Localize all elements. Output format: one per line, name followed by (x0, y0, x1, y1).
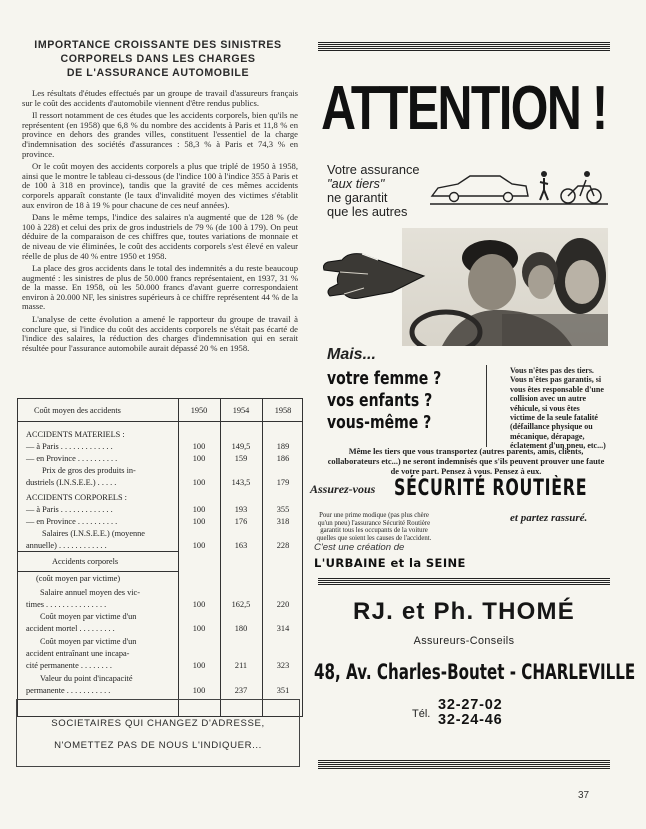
car-pedestrian-cyclist-illustration (430, 168, 610, 208)
table-cell-value: 100 (192, 661, 206, 670)
ad-intro-line: ne garantit (327, 190, 388, 205)
family-in-car-icon (402, 228, 608, 346)
partez-rassure-text: et partez rassuré. (510, 512, 588, 524)
table-cell-value: 180 (234, 624, 248, 633)
article-title (20, 38, 296, 80)
table-cell-value: 237 (234, 686, 248, 695)
not-covered-note: Vous n'êtes pas des tiers. Vous n'êtes pas garantis, si vous êtes responsable d'une collision avec un autre véhicule, si vous êtes victime de la seule fatalité (défaillance physique ou mécanique, dérapage, éclatement d'un pneu, etc...) (510, 366, 606, 451)
table-header-year: 1958 (274, 406, 292, 415)
article-paragraph: Les résultats d'études effectués par un groupe de travail d'assureurs français sur le coût des accidents d'automobile viennent d'être rendus publics. (22, 88, 298, 108)
question-femme: votre femme ? (327, 368, 442, 389)
table-row-label: times . . . . . . . . . . . . . . . (26, 600, 107, 609)
table-header-label: Coût moyen des accidents (34, 406, 121, 415)
table-cell-value: 211 (234, 661, 248, 670)
top-hatched-bar (318, 42, 610, 51)
table-section-divider (18, 571, 178, 572)
table-cell-value: 143,5 (231, 478, 251, 487)
table-row-label: Coût moyen par victime d'un (40, 612, 137, 621)
table-section-divider (18, 551, 178, 552)
car-icon (432, 176, 528, 202)
table-row-label: — en Province . . . . . . . . . . (26, 454, 118, 463)
notice-line-2: N'OMETTEZ PAS DE NOUS L'INDIQUER... (54, 740, 262, 751)
article-title-line-3: DE L'ASSURANCE AUTOMOBILE (66, 67, 250, 79)
table-cell-value: 220 (276, 600, 290, 609)
middle-hatched-bar (318, 578, 610, 586)
mais-text: Mais... (327, 346, 376, 363)
article-paragraph: La place des gros accidents dans le total des indemnités a du reste beaucoup augmenté : les sinistres de plus de 50.000 francs représentaient, en 1937, 31 % de la masse. En 1958, où les 50.000 francs d'avant guerre correspondaient environ à 20.000 NF, les sinistres supérieurs à ce chiffre représentent 44 % de la masse. (22, 263, 298, 312)
table-row-label: annuelle) . . . . . . . . . . . . (26, 541, 107, 550)
table-cell-value: 163 (234, 541, 248, 550)
securite-routiere-title: SÉCURITÉ ROUTIÈRE (394, 476, 588, 501)
table-header-year: 1954 (232, 406, 250, 415)
table-cell-value: 189 (276, 442, 290, 451)
pointing-hand-icon (318, 246, 428, 306)
ad-intro-text (327, 163, 419, 219)
table-row-label: ACCIDENTS MATERIELS : (26, 430, 125, 439)
table-header-year: 1950 (190, 406, 208, 415)
table-cell-value: 193 (234, 505, 248, 514)
table-cell-value: 100 (192, 686, 206, 695)
table-cell-value: 176 (234, 517, 248, 526)
vertical-divider (486, 365, 487, 447)
article-title-line-2: CORPORELS DANS LES CHARGES (60, 53, 256, 65)
table-cell-value: 355 (276, 505, 290, 514)
article-paragraph: Or le coût moyen des accidents corporels a plus que triplé de 1950 à 1958, ainsi que le montre le tableau ci-dessous (de l'indice 100 à l'indice 355 à Paris et de 100 à 318 en province), tandis que la gravité de ces mêmes accidents corporels apparaît constante (le taux d'invalidité moyen des victimes s'établit aux environ de 18 à 19 % pour chacune de ces neuf années). (22, 161, 298, 210)
company-address: 48, Av. Charles-Boutet - CHARLEVILLE (314, 660, 636, 684)
address-change-notice (16, 699, 300, 767)
article-body (22, 89, 298, 356)
table-row-label: accident entraînant une incapa- (26, 649, 130, 658)
table-row-label: dustriels (I.N.S.E.E.) . . . . . (26, 478, 117, 487)
ad-intro-line: Votre assurance (327, 162, 420, 177)
creation-text: C'est une création de (314, 542, 405, 553)
table-cell-value: 149,5 (231, 442, 251, 451)
table-row-label: Salaire annuel moyen des vic- (40, 588, 140, 597)
table-row-label: accident mortel . . . . . . . . . (26, 624, 115, 633)
article-paragraph: Dans le même temps, l'indice des salaires n'a augmenté que de 128 % (de 100 à 228) et celui des prix de gros industriels de 79 % (de 100 à 179). On peut déduire de la comparaison de ces chiffres que, toutes variations de monnaie et de niveau de vie éliminées, le coût des accidents corporels s'est élevé en valeur réelle de plus de 40 % entre 1950 et 1958. (22, 212, 298, 261)
ad-headline: ATTENTION ! (321, 74, 607, 143)
assurez-vous-text: Assurez-vous (310, 482, 376, 496)
table-cell-value: 179 (276, 478, 290, 487)
table-row-label: (coût moyen par victime) (36, 574, 121, 583)
table-cell-value: 100 (192, 517, 206, 526)
table-row-label: ACCIDENTS CORPORELS : (26, 493, 127, 502)
notice-line-1: SOCIETAIRES QUI CHANGEZ D'ADRESSE, (51, 718, 265, 729)
table-cell-value: 100 (192, 478, 206, 487)
phone-number-1: 32-27-02 (438, 697, 503, 713)
table-cell-value: 186 (276, 454, 290, 463)
table-cell-value: 100 (192, 600, 206, 609)
cyclist-icon (561, 171, 601, 203)
table-cell-value: 351 (276, 686, 290, 695)
table-row-label: — à Paris . . . . . . . . . . . . . (26, 505, 113, 514)
bottom-hatched-bar (318, 760, 610, 769)
family-photo (402, 228, 608, 346)
table-cell-value: 100 (192, 624, 206, 633)
table-cell-value: 100 (192, 442, 206, 451)
table-row-label: Valeur du point d'incapacité (40, 674, 133, 683)
tiers-text: Même les tiers que vous transportez (autres parents, amis, clients, collaborateurs etc...) ne seront indemnisés que s'ils peuvent prouver une faute de votre part. Pensez à vous. Pensez à eux. (327, 447, 605, 476)
article-title-line-1: IMPORTANCE CROISSANTE DES SINISTRES (34, 39, 282, 51)
table-cell-value: 314 (276, 624, 290, 633)
urbaine-seine-brand: L'URBAINE et la SEINE (314, 556, 466, 570)
table-row-label: — à Paris . . . . . . . . . . . . . (26, 442, 113, 451)
article-paragraph: L'analyse de cette évolution a amené le rapporteur du groupe de travail à conclure que, si l'indice du coût des accidents corporels ne s'était pas écarté de l'indice des salaires, la réduction des charges d'indemnisation qui en serait résultée pour l'assurance automobile aurait dépassé 20 % en 1958. (22, 314, 298, 353)
article-paragraph: Il ressort notamment de ces études que les accidents corporels, bien qu'ils ne représentent (en 1958) que 6,8 % du nombre des accidents à Paris et 11,8 % en province en dehors des grandes villes, constituent l'essentiel de la charge d'indemnisation des sociétés d'assurances : 58,3 % à Paris et 74,3 % en province. (22, 110, 298, 159)
table-row-label: Prix de gros des produits in- (42, 466, 136, 475)
question-enfants: vos enfants ? (327, 390, 433, 411)
pedestrian-icon (540, 171, 548, 200)
table-row-label: cité permanente . . . . . . . . (26, 661, 112, 670)
ad-intro-line: que les autres (327, 204, 408, 219)
table-cell-value: 100 (192, 505, 206, 514)
table-row-label: permanente . . . . . . . . . . . (26, 686, 111, 695)
table-row-label: Accidents corporels (52, 557, 119, 566)
question-vous-meme: vous-même ? (327, 412, 432, 433)
table-cell-value: 100 (192, 541, 206, 550)
ad-intro-line: "aux tiers" (327, 176, 385, 191)
page-number: 37 (578, 790, 590, 801)
table-cell-value: 162,5 (231, 600, 251, 609)
tel-label: Tél. (412, 708, 431, 720)
table-cell-value: 159 (234, 454, 248, 463)
table-row-label: Salaires (I.N.S.E.E.) (moyenne (42, 529, 145, 538)
table-cell-value: 318 (276, 517, 290, 526)
table-cell-value: 323 (276, 661, 290, 670)
table-cell-value: 228 (276, 541, 290, 550)
company-name: RJ. et Ph. THOMÉ (353, 598, 575, 625)
company-tagline: Assureurs-Conseils (413, 635, 515, 647)
phone-number-2: 32-24-46 (438, 712, 503, 728)
prime-text: Pour une prime modique (pas plus chère qu'un pneu) l'assurance Sécurité Routière garantit tous les occupants de la voiture quelles que soient les causes de l'accident. (316, 512, 432, 542)
cost-table (17, 398, 303, 717)
table-row-label: Coût moyen par victime d'un (40, 637, 137, 646)
table-row-label: — en Province . . . . . . . . . . (26, 517, 118, 526)
table-cell-value: 100 (192, 454, 206, 463)
